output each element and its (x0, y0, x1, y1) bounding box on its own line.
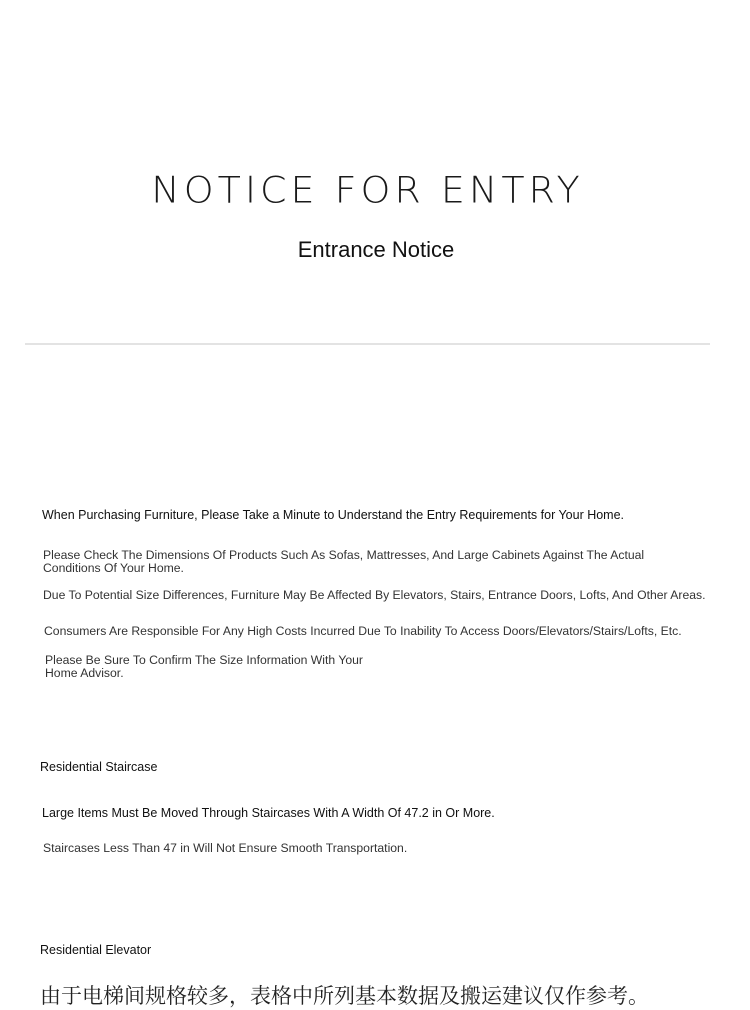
notice-confirm-size: Please Be Sure To Confirm The Size Information With Your Home Advisor. (45, 653, 363, 680)
notice-dimensions: Please Check The Dimensions Of Products Such As Sofas, Mattresses, And Large Cabinets Against The Actual Conditions Of Your Home. (43, 548, 645, 575)
staircase-heading: Residential Staircase (40, 760, 158, 774)
staircase-warning: Staircases Less Than 47 in Will Not Ensure Smooth Transportation. (43, 841, 408, 855)
elevator-heading: Residential Elevator (40, 943, 152, 957)
elevator-note: 由于电梯间规格较多，表格中所列基本数据及搬运建议仅作参考。 (40, 984, 649, 1008)
page-title: NOTICE FOR ENTRY (151, 169, 584, 211)
page-subtitle: Entrance Notice (297, 237, 455, 262)
notice-size-differences: Due To Potential Size Differences, Furniture May Be Affected By Elevators, Stairs, Entrance Doors, Lofts, And Other Areas. (43, 588, 706, 602)
notice-costs: Consumers Are Responsible For Any High Costs Incurred Due To Inability To Access Doors/Elevators/Stairs/Lofts, Etc. (44, 624, 682, 638)
section-divider (25, 343, 710, 345)
intro-text: When Purchasing Furniture, Please Take a Minute to Understand the Entry Requirements for Your Home. (42, 508, 625, 522)
staircase-requirement: Large Items Must Be Moved Through Staircases With A Width Of 47.2 in Or More. (42, 806, 495, 820)
